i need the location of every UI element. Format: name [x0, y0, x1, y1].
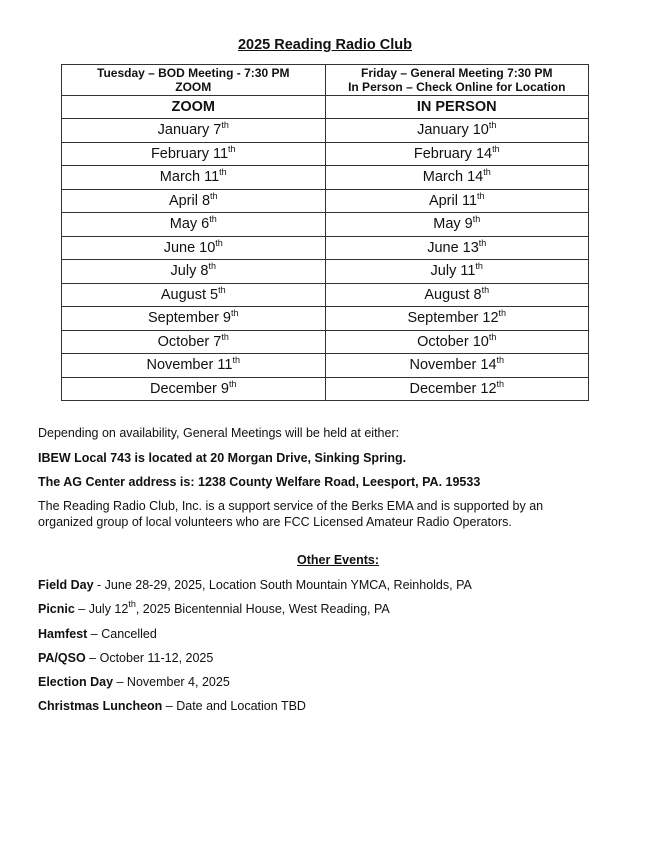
date-text: December 12: [409, 380, 497, 397]
general-header-line2: In Person – Check Online for Location: [348, 80, 566, 94]
table-row: [62, 213, 589, 237]
ibew-location: IBEW Local 743 is located at 20 Morgan Drive, Sinking Spring.: [38, 451, 407, 465]
date-text: April 8: [168, 192, 211, 209]
table-row: [62, 307, 589, 331]
event-label: Field Day: [38, 578, 94, 592]
event-election-day: [38, 674, 618, 690]
general-date-cell: [325, 283, 589, 307]
ordinal-suffix: th: [478, 237, 487, 248]
bod-date-cell: [62, 142, 326, 166]
general-date-cell: [325, 260, 589, 284]
date-text: August 5: [160, 286, 219, 303]
table-subheader-row: [62, 96, 589, 119]
ordinal-suffix: th: [228, 143, 236, 154]
date-text: October 7: [157, 333, 222, 350]
date-text: October 10: [417, 333, 489, 350]
date-text: March 14: [422, 169, 484, 186]
general-date-cell: [325, 119, 589, 143]
general-date-cell: [325, 213, 589, 237]
bod-date-cell: [62, 330, 326, 354]
date-text: July 8: [170, 263, 209, 280]
table-row: [62, 354, 589, 378]
date-text: February 11: [150, 145, 229, 162]
bod-date-cell: [62, 260, 326, 284]
event-hamfest: [38, 626, 618, 642]
date-text: April 11: [428, 192, 478, 209]
meeting-schedule-table: [61, 64, 589, 401]
date-text: February 14: [413, 145, 493, 162]
table-row: [62, 330, 589, 354]
event-text: – July 12: [74, 602, 129, 616]
ordinal-suffix: th: [221, 120, 229, 131]
ordinal-suffix: th: [209, 214, 217, 225]
bod-date-cell: [62, 213, 326, 237]
ordinal-suffix: th: [218, 284, 226, 295]
bod-subheader: ZOOM: [62, 96, 326, 119]
about-text: The Reading Radio Club, Inc. is a support service of the Berks EMA and is supported by an organized group of local volunteers who are FCC Licensed Amateur Radio Operators.: [38, 499, 544, 529]
bod-date-cell: [62, 236, 326, 260]
date-text: September 12: [407, 310, 499, 327]
date-text: January 10: [417, 122, 489, 139]
event-label: PA/QSO: [38, 651, 86, 665]
general-subheader: IN PERSON: [325, 96, 589, 119]
table-row: [62, 166, 589, 190]
ordinal-suffix: th: [477, 190, 485, 201]
table-row: [62, 283, 589, 307]
ordinal-suffix: th: [481, 284, 490, 295]
bod-date-cell: [62, 283, 326, 307]
page-title: 2025 Reading Radio Club: [237, 37, 413, 53]
general-date-cell: [325, 307, 589, 331]
event-label: Election Day: [38, 675, 114, 689]
ordinal-suffix: th: [219, 167, 227, 178]
other-events-title: Other Events:: [297, 553, 379, 567]
date-text: December 9: [150, 380, 229, 397]
schedule-body: [62, 119, 589, 401]
general-date-cell: [325, 189, 589, 213]
ordinal-suffix: th: [208, 261, 216, 272]
event-field-day: [38, 577, 618, 593]
ordinal-suffix: th: [221, 331, 229, 342]
ordinal-suffix: th: [488, 331, 497, 342]
general-header-line1: Friday – General Meeting 7:30 PM: [361, 66, 553, 80]
date-text: November 11: [146, 357, 233, 374]
bod-date-cell: [62, 377, 326, 401]
date-text: November 14: [409, 357, 497, 374]
ordinal-suffix: th: [472, 214, 481, 225]
event-text: – October 11-12, 2025: [85, 651, 214, 665]
table-row: [62, 142, 589, 166]
table-row: [62, 119, 589, 143]
ordinal-suffix: th: [475, 261, 483, 272]
general-date-cell: [325, 142, 589, 166]
bod-date-cell: [62, 307, 326, 331]
general-date-cell: [325, 330, 589, 354]
event-label: Christmas Luncheon: [38, 699, 163, 713]
bod-date-cell: [62, 166, 326, 190]
event-text-cont: , 2025 Bicentennial House, West Reading, PA: [135, 602, 390, 616]
bod-date-cell: [62, 354, 326, 378]
bod-column-header: [62, 65, 326, 96]
bod-header-line1: Tuesday – BOD Meeting - 7:30 PM: [97, 66, 290, 80]
date-text: May 9: [433, 216, 473, 233]
ordinal-suffix: th: [492, 143, 500, 154]
event-label: Picnic: [38, 602, 75, 616]
event-text: - June 28-29, 2025, Location South Mountain YMCA, Reinholds, PA: [93, 578, 472, 592]
date-text: July 11: [430, 263, 476, 280]
table-header-row: [62, 65, 589, 96]
date-text: March 11: [159, 169, 220, 186]
ordinal-suffix: th: [231, 308, 239, 319]
bod-header-line2: ZOOM: [175, 80, 212, 94]
ordinal-suffix: th: [232, 355, 240, 366]
table-row: [62, 260, 589, 284]
bod-date-cell: [62, 119, 326, 143]
general-date-cell: [325, 377, 589, 401]
event-label: Hamfest: [38, 627, 88, 641]
event-text: – Date and Location TBD: [162, 699, 306, 713]
ordinal-suffix: th: [488, 120, 497, 131]
general-date-cell: [325, 166, 589, 190]
date-text: June 13: [427, 239, 479, 256]
date-text: September 9: [147, 310, 231, 327]
ordinal-suffix: th: [496, 355, 505, 366]
ordinal-suffix: th: [483, 167, 491, 178]
bod-date-cell: [62, 189, 326, 213]
event-text: – Cancelled: [87, 627, 157, 641]
ordinal-suffix: th: [228, 378, 237, 389]
general-column-header: [325, 65, 589, 96]
event-christmas-luncheon: [38, 698, 618, 714]
ordinal-suffix: th: [210, 190, 218, 201]
event-picnic: [38, 601, 618, 617]
ordinal-suffix: th: [498, 308, 507, 319]
ordinal-suffix: th: [128, 599, 136, 609]
date-text: June 10: [163, 239, 216, 256]
general-date-cell: [325, 354, 589, 378]
ag-center-location: The AG Center address is: 1238 County Welfare Road, Leesport, PA. 19533: [38, 475, 481, 489]
ordinal-suffix: th: [496, 378, 505, 389]
table-row: [62, 236, 589, 260]
date-text: May 6: [169, 216, 210, 233]
table-row: [62, 377, 589, 401]
table-row: [62, 189, 589, 213]
general-date-cell: [325, 236, 589, 260]
event-text: – November 4, 2025: [113, 675, 230, 689]
date-text: January 7: [157, 122, 222, 139]
event-paqso: [38, 650, 618, 666]
ordinal-suffix: th: [215, 237, 223, 248]
availability-text: Depending on availability, General Meetings will be held at either:: [38, 426, 400, 440]
date-text: August 8: [424, 286, 482, 303]
